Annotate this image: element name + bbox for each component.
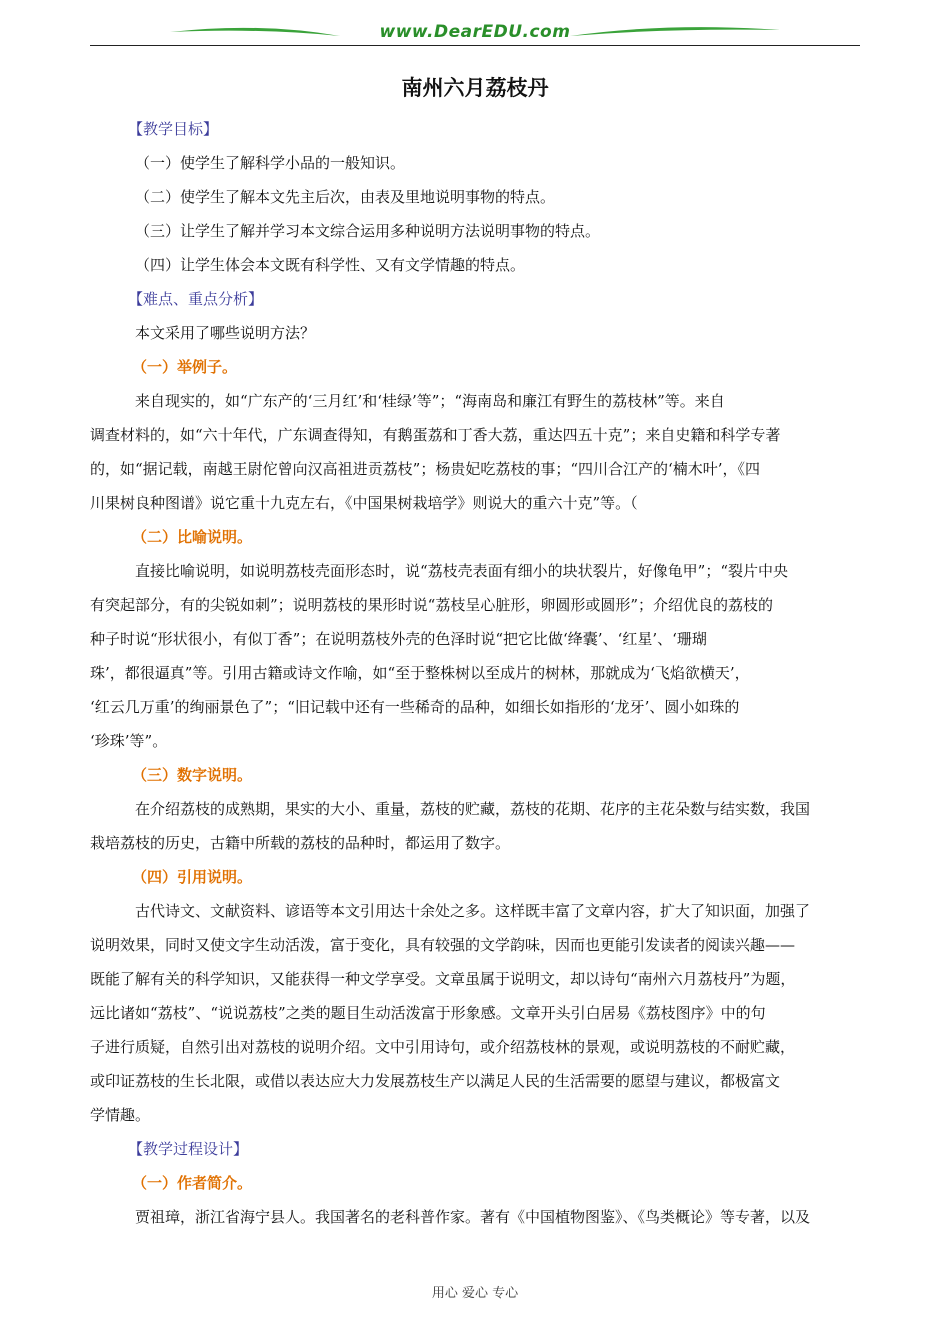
section-heading-analysis: 【难点、重点分析】: [128, 290, 264, 308]
paragraph-line: 学情趣。: [90, 1106, 151, 1124]
paragraph-line: 古代诗文、文献资料、谚语等本文引用达十余处之多。这样既丰富了文章内容，扩大了知识面，加强了: [135, 902, 811, 920]
paragraph-line: 的，如“据记载，南越王尉佗曾向汉高祖进贡荔枝”；杨贵妃吃荔枝的事；“四川合江产的‘楠木叶’，《四: [90, 460, 761, 478]
goal-item: （一）使学生了解科学小品的一般知识。: [135, 154, 406, 172]
paragraph-line: 既能了解有关的科学知识，又能获得一种文学享受。文章虽属于说明文，却以诗句“南州六月荔枝丹”为题，: [90, 970, 796, 988]
goal-item: （三）让学生了解并学习本文综合运用多种说明方法说明事物的特点。: [135, 222, 601, 240]
paragraph-line: 远比诸如“荔枝”、“说说荔枝”之类的题目生动活泼富于形象感。文章开头引白居易《荔枝图序》中的句: [90, 1004, 766, 1022]
subheading-examples: （一）举例子。: [132, 358, 238, 376]
page-header: [90, 18, 860, 54]
header-rule: [90, 45, 860, 46]
subheading-citation: （四）引用说明。: [132, 868, 253, 886]
paragraph-line: 栽培荔枝的历史，古籍中所载的荔枝的品种时，都运用了数字。: [90, 834, 511, 852]
paragraph-line: 说明效果，同时又使文字生动活泼，富于变化，具有较强的文学韵味，因而也更能引发读者的阅读兴趣——: [90, 936, 796, 954]
paragraph-line: 来自现实的，如“广东产的‘三月红’和‘桂绿’等”；“海南岛和廉江有野生的荔枝林”等。来自: [135, 392, 725, 410]
paragraph-line: 贾祖璋，浙江省海宁县人。我国著名的老科普作家。著有《中国植物图鉴》、《鸟类概论》等专著，以及: [135, 1208, 811, 1226]
paragraph-line: 调查材料的，如“六十年代，广东调查得知，有鹅蛋荔和丁香大荔，重达四五十克”；来自史籍和科学专著: [90, 426, 781, 444]
subheading-numbers: （三）数字说明。: [132, 766, 253, 784]
paragraph-line: 在介绍荔枝的成熟期，果实的大小、重量，荔枝的贮藏，荔枝的花期、花序的主花朵数与结实数，我国: [135, 800, 811, 818]
paragraph-line: 子进行质疑，自然引出对荔枝的说明介绍。文中引用诗句，或介绍荔枝林的景观，或说明荔枝的不耐贮藏，: [90, 1038, 796, 1056]
paragraph-line: ‘红云几万重’的绚丽景色了”；“旧记载中还有一些稀奇的品种，如细长如指形的‘龙牙’、圆小如珠的: [90, 698, 740, 716]
paragraph-line: 有突起部分，有的尖锐如刺”；说明荔枝的果形时说“荔枝呈心脏形，卵圆形或圆形”；介绍优良的荔枝的: [90, 596, 774, 614]
paragraph-line: 川果树良种图谱》说它重十九克左右，《中国果树栽培学》则说大的重六十克”等。（: [90, 494, 638, 512]
analysis-question: 本文采用了哪些说明方法？: [135, 324, 316, 342]
paragraph-line: 直接比喻说明，如说明荔枝壳面形态时，说“荔枝壳表面有细小的块状裂片，好像龟甲”；“裂片中央: [135, 562, 789, 580]
section-heading-process: 【教学过程设计】: [128, 1140, 249, 1158]
page-title: 南州六月荔枝丹: [401, 75, 549, 100]
paragraph-line: 珠’，都很逼真”等。引用古籍或诗文作喻，如“至于整株树以至成片的树林，那就成为‘飞焰欲横天’，: [90, 664, 750, 682]
paragraph-line: ‘珍珠’等”。: [90, 732, 168, 750]
document-body: [90, 112, 860, 1234]
section-heading-goals: 【教学目标】: [128, 120, 219, 138]
site-logo-text[interactable]: www.DearEDU.com: [379, 22, 571, 42]
goal-item: （四）让学生体会本文既有科学性、又有文学情趣的特点。: [135, 256, 526, 274]
page-footer: 用心 爱心 专心: [431, 1286, 519, 1301]
subheading-metaphor: （二）比喻说明。: [132, 528, 253, 546]
subheading-author: （一）作者简介。: [132, 1174, 253, 1192]
goal-item: （二）使学生了解本文先主后次，由表及里地说明事物的特点。: [135, 188, 556, 206]
paragraph-line: 或印证荔枝的生长北限，或借以表达应大力发展荔枝生产以满足人民的生活需要的愿望与建议，都极富文: [90, 1072, 781, 1090]
paragraph-line: 种子时说“形状很小，有似丁香”；在说明荔枝外壳的色泽时说“把它比做‘绛囊’、‘红星’、‘珊瑚: [90, 630, 707, 648]
